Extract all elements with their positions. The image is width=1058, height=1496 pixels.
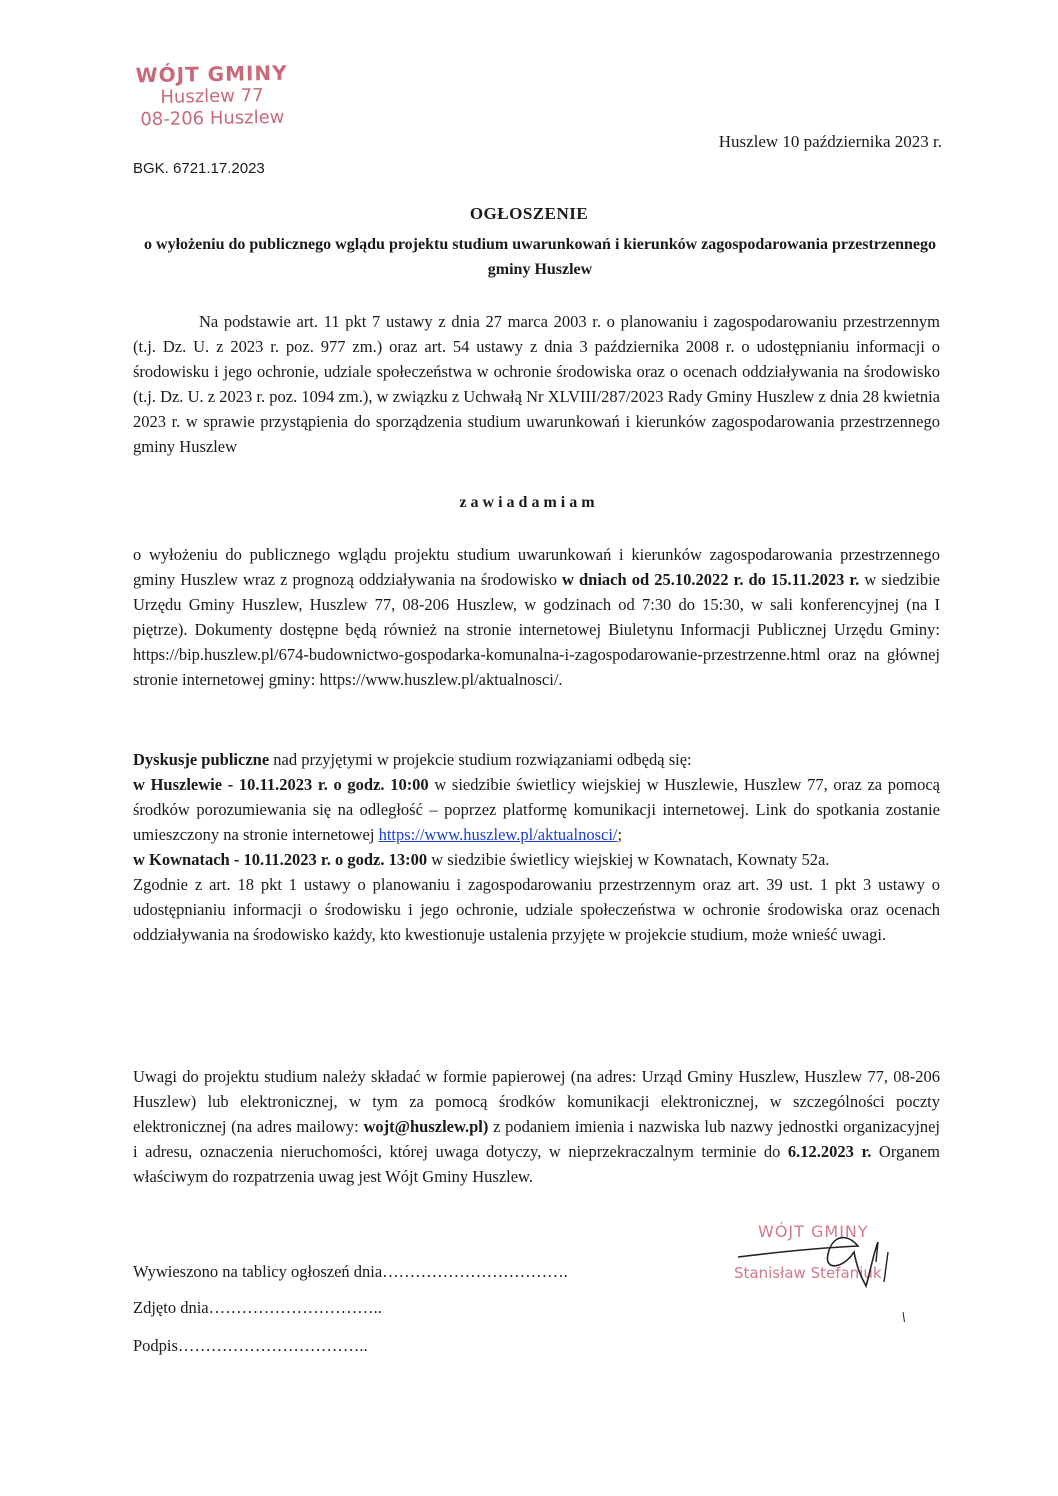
- meeting-huszlew-details: w siedzibie świetlicy wiejskiej w Huszlewie, Huszlew 77, oraz za pomocą środków porozumiewania się na odległość – poprzez platformę komunikacji internetowej. Link do spotkania zostanie umieszczony na stronie internetowej: [133, 775, 940, 844]
- stamp-line-3: 08-206 Huszlew: [140, 106, 285, 130]
- discussion-intro: nad przyjętymi w projekcie studium rozwiązaniami odbędą się:: [269, 750, 692, 769]
- link-semicolon: ;: [617, 825, 623, 844]
- stamp-line-1: WÓJT GMINY: [135, 60, 288, 88]
- signature-line: Podpis……………………………..: [133, 1336, 368, 1355]
- signature-stamp: [728, 1212, 928, 1322]
- document-date: Huszlew 10 października 2023 r.: [718, 132, 942, 151]
- document-title: OGŁOSZENIE: [469, 204, 589, 223]
- comments-text-a: Uwagi do projektu studium należy składać w formie papierowej (na adres: Urząd Gminy Huszlew, Huszlew 77, 08-206 Huszlew) lub elektronicznej, w tym za pomocą środków komunikacji elektronicznej, w szczególności poczty elektronicznej (na adres mailowy:: [133, 1067, 940, 1136]
- discussion-paragraph: [133, 747, 940, 947]
- posted-date-line: Wywieszono na tablicy ogłoszeń dnia…………………………….: [133, 1262, 568, 1281]
- legal-basis-text: Zgodnie z art. 18 pkt 1 ustawy o planowaniu i zagospodarowaniu przestrzennym oraz art. 39 ust. 1 pkt 3 ustawy o udostępnianiu informacji o środowisku i jego ochronie, udziale społeczeństwa w ochronie środowiska oraz ocenach oddziaływania na środowisko każdy, kto kwestionuje ustalenia przyjęte w projekcie studium, może wnieść uwagi.: [133, 875, 940, 944]
- meeting-kownaty: w Kownatach - 10.11.2023 r. o godz. 13:00: [133, 850, 428, 869]
- news-link[interactable]: https://www.huszlew.pl/aktualnosci/: [378, 825, 618, 844]
- stamp-line-2: Huszlew 77: [160, 85, 264, 108]
- removed-date-line: Zdjęto dnia…………………………..: [133, 1298, 382, 1317]
- contact-email: wojt@huszlew.pl): [363, 1117, 489, 1136]
- comments-paragraph: [133, 1064, 940, 1189]
- exhibition-paragraph: [133, 542, 940, 692]
- exhibition-text-c: w siedzibie Urzędu Gminy Huszlew, Huszlew 77, 08-206 Huszlew, w godzinach od 7:30 do 15:30, w sali konferencyjnej (na I piętrze). Dokumenty dostępne będą również na stronie internetowej Biuletynu Informacji Publicznej Urzędu Gminy: https://bip.huszlew.pl/674-budownictwo-gospodarka-komunalna-i-zagospodarowanie-przestrzenne.html oraz na głównej stronie internetowej gminy: https://www.huszlew.pl/aktualnosci/.: [133, 570, 940, 689]
- exhibition-text-a: o wyłożeniu do publicznego wglądu projektu studium uwarunkowań i kierunków zagospodarowania przestrzennego gminy Huszlew wraz z prognozą oddziaływania na środowisko: [133, 545, 940, 589]
- signature-stamp-line-2: Stanisław Stefaniuk: [734, 1264, 882, 1282]
- signature-stamp-line-1: WÓJT GMINY: [758, 1222, 869, 1241]
- header-stamp: [111, 60, 312, 131]
- intro-paragraph: Na podstawie art. 11 pkt 7 ustawy z dnia 27 marca 2003 r. o planowaniu i zagospodarowaniu przestrzennym (t.j. Dz. U. z 2023 r. poz. 977 zm.) oraz art. 54 ustawy z dnia 3 października 2008 r. o udostępnianiu informacji o środowisku i jego ochronie, udziale społeczeństwa w ochronie środowiska oraz o ocenach oddziaływania na środowisko (t.j. Dz. U. z 2023 r. poz. 1094 zm.), w związku z Uchwałą Nr XLVIII/287/2023 Rady Gminy Huszlew z dnia 28 kwietnia 2023 r. w sprawie przystąpienia do sporządzenia studium uwarunkowań i kierunków zagospodarowania przestrzennego gminy Huszlew: [133, 312, 940, 456]
- document-subtitle: o wyłożeniu do publicznego wglądu projektu studium uwarunkowań i kierunków zagospodarowania przestrzennego gminy Huszlew: [144, 236, 936, 278]
- comments-text-c: Organem właściwym do rozpatrzenia uwag jest Wójt Gminy Huszlew.: [133, 1142, 941, 1186]
- comments-deadline: 6.12.2023 r.: [787, 1142, 872, 1161]
- meeting-huszlew: w Huszlewie - 10.11.2023 r. o godz. 10:00: [133, 775, 429, 794]
- handwritten-signature: [728, 1212, 928, 1322]
- exhibition-dates: w dniach od 25.10.2022 r. do 15.11.2023 r.: [562, 570, 860, 589]
- notify-heading: zawiadamiam: [459, 494, 599, 511]
- comments-text-b: z podaniem imienia i nazwiska lub nazwy jednostki organizacyjnej i adresu, oznaczenia nieruchomości, której uwaga dotyczy, w nieprzekraczalnym terminie do: [133, 1117, 941, 1161]
- discussion-label: Dyskusje publiczne: [133, 750, 270, 769]
- meeting-kownaty-details: w siedzibie świetlicy wiejskiej w Kownatach, Kownaty 52a.: [427, 850, 830, 869]
- reference-number: BGK. 6721.17.2023: [133, 160, 265, 177]
